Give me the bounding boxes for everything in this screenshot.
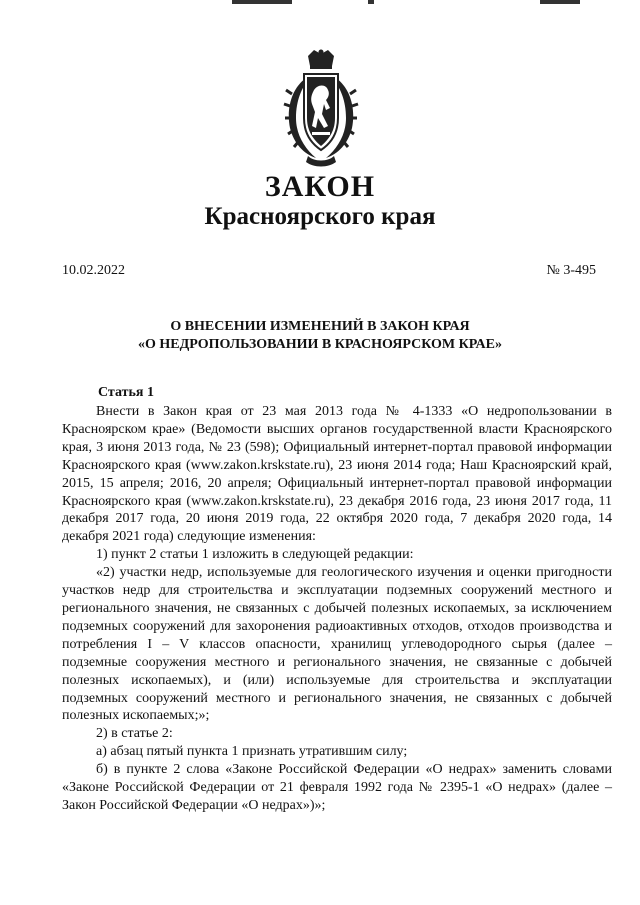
paragraph: а) абзац пятый пункта 1 признать утратившим силу; xyxy=(96,744,408,760)
law-heading-line-1: О ВНЕСЕНИИ ИЗМЕНЕНИЙ В ЗАКОН КРАЯ xyxy=(170,319,470,334)
document-date: 10.02.2022 xyxy=(62,263,125,278)
paragraph: б) в пункте 2 слова «Законе Российской Федерации «О недрах» заменить словами «Законе Российской Федерации от 21 февраля 1992 года № 2395-1 «О недрах» (далее – Закон Российской Федерации «О недрах»)»; xyxy=(62,762,612,813)
document-subtitle: Красноярского края xyxy=(204,203,436,230)
law-heading-line-2: «О НЕДРОПОЛЬЗОВАНИИ В КРАСНОЯРСКОМ КРАЕ» xyxy=(138,337,502,352)
scan-top-edge xyxy=(0,0,640,6)
krasnoyarsk-coat-of-arms-icon xyxy=(282,48,360,168)
paragraph: 2) в статье 2: xyxy=(96,726,173,742)
document-number: № 3-495 xyxy=(546,263,596,278)
paragraph: Внести в Закон края от 23 мая 2013 года № 4-1333 «О недропользовании в Красноярском крае» (Ведомости высших органов государственной власти Красноярского края, 3 июня 2013 года, № 23 (598); Официальный интернет-портал правовой информации Красноярского края (www.zakon.krskstate.ru), 23 июня 2014 года; Наш Красноярский край, 2015, 15 апреля; 2016, 20 апреля; Официальный интернет-портал правовой информации Красноярского края (www.zakon.krskstate.ru), 23 декабря 2016 года, 23 июня 2017 года, 11 декабря 2017 года, 20 июня 2019 года, 22 октября 2020 года, 7 декабря 2020 года, 14 декабря 2021 года) следующие изменения: xyxy=(62,404,612,545)
paragraph: 1) пункт 2 статьи 1 изложить в следующей редакции: xyxy=(96,547,414,563)
document-title: ЗАКОН xyxy=(264,170,376,203)
paragraph: «2) участки недр, используемые для геологического изучения и оценки пригодности участков недр для строительства и эксплуатации подземных сооружений местного и регионального значения, не связанных с добычей полезных ископаемых, за исключением подземных сооружений для захоронения радиоактивных отходов, отходов производства и потребления I – V классов опасности, хранилищ углеводородного сырья (далее – подземные сооружения местного и регионального значения, не связанные с добычей полезных ископаемых), и (или) используемые для строительства и эксплуатации подземных сооружений местного и регионального значения, не связанных с добычей полезных ископаемых;»; xyxy=(62,565,612,724)
law-heading xyxy=(0,318,640,354)
article-title: Статья 1 xyxy=(98,385,154,400)
article-body xyxy=(62,403,612,815)
